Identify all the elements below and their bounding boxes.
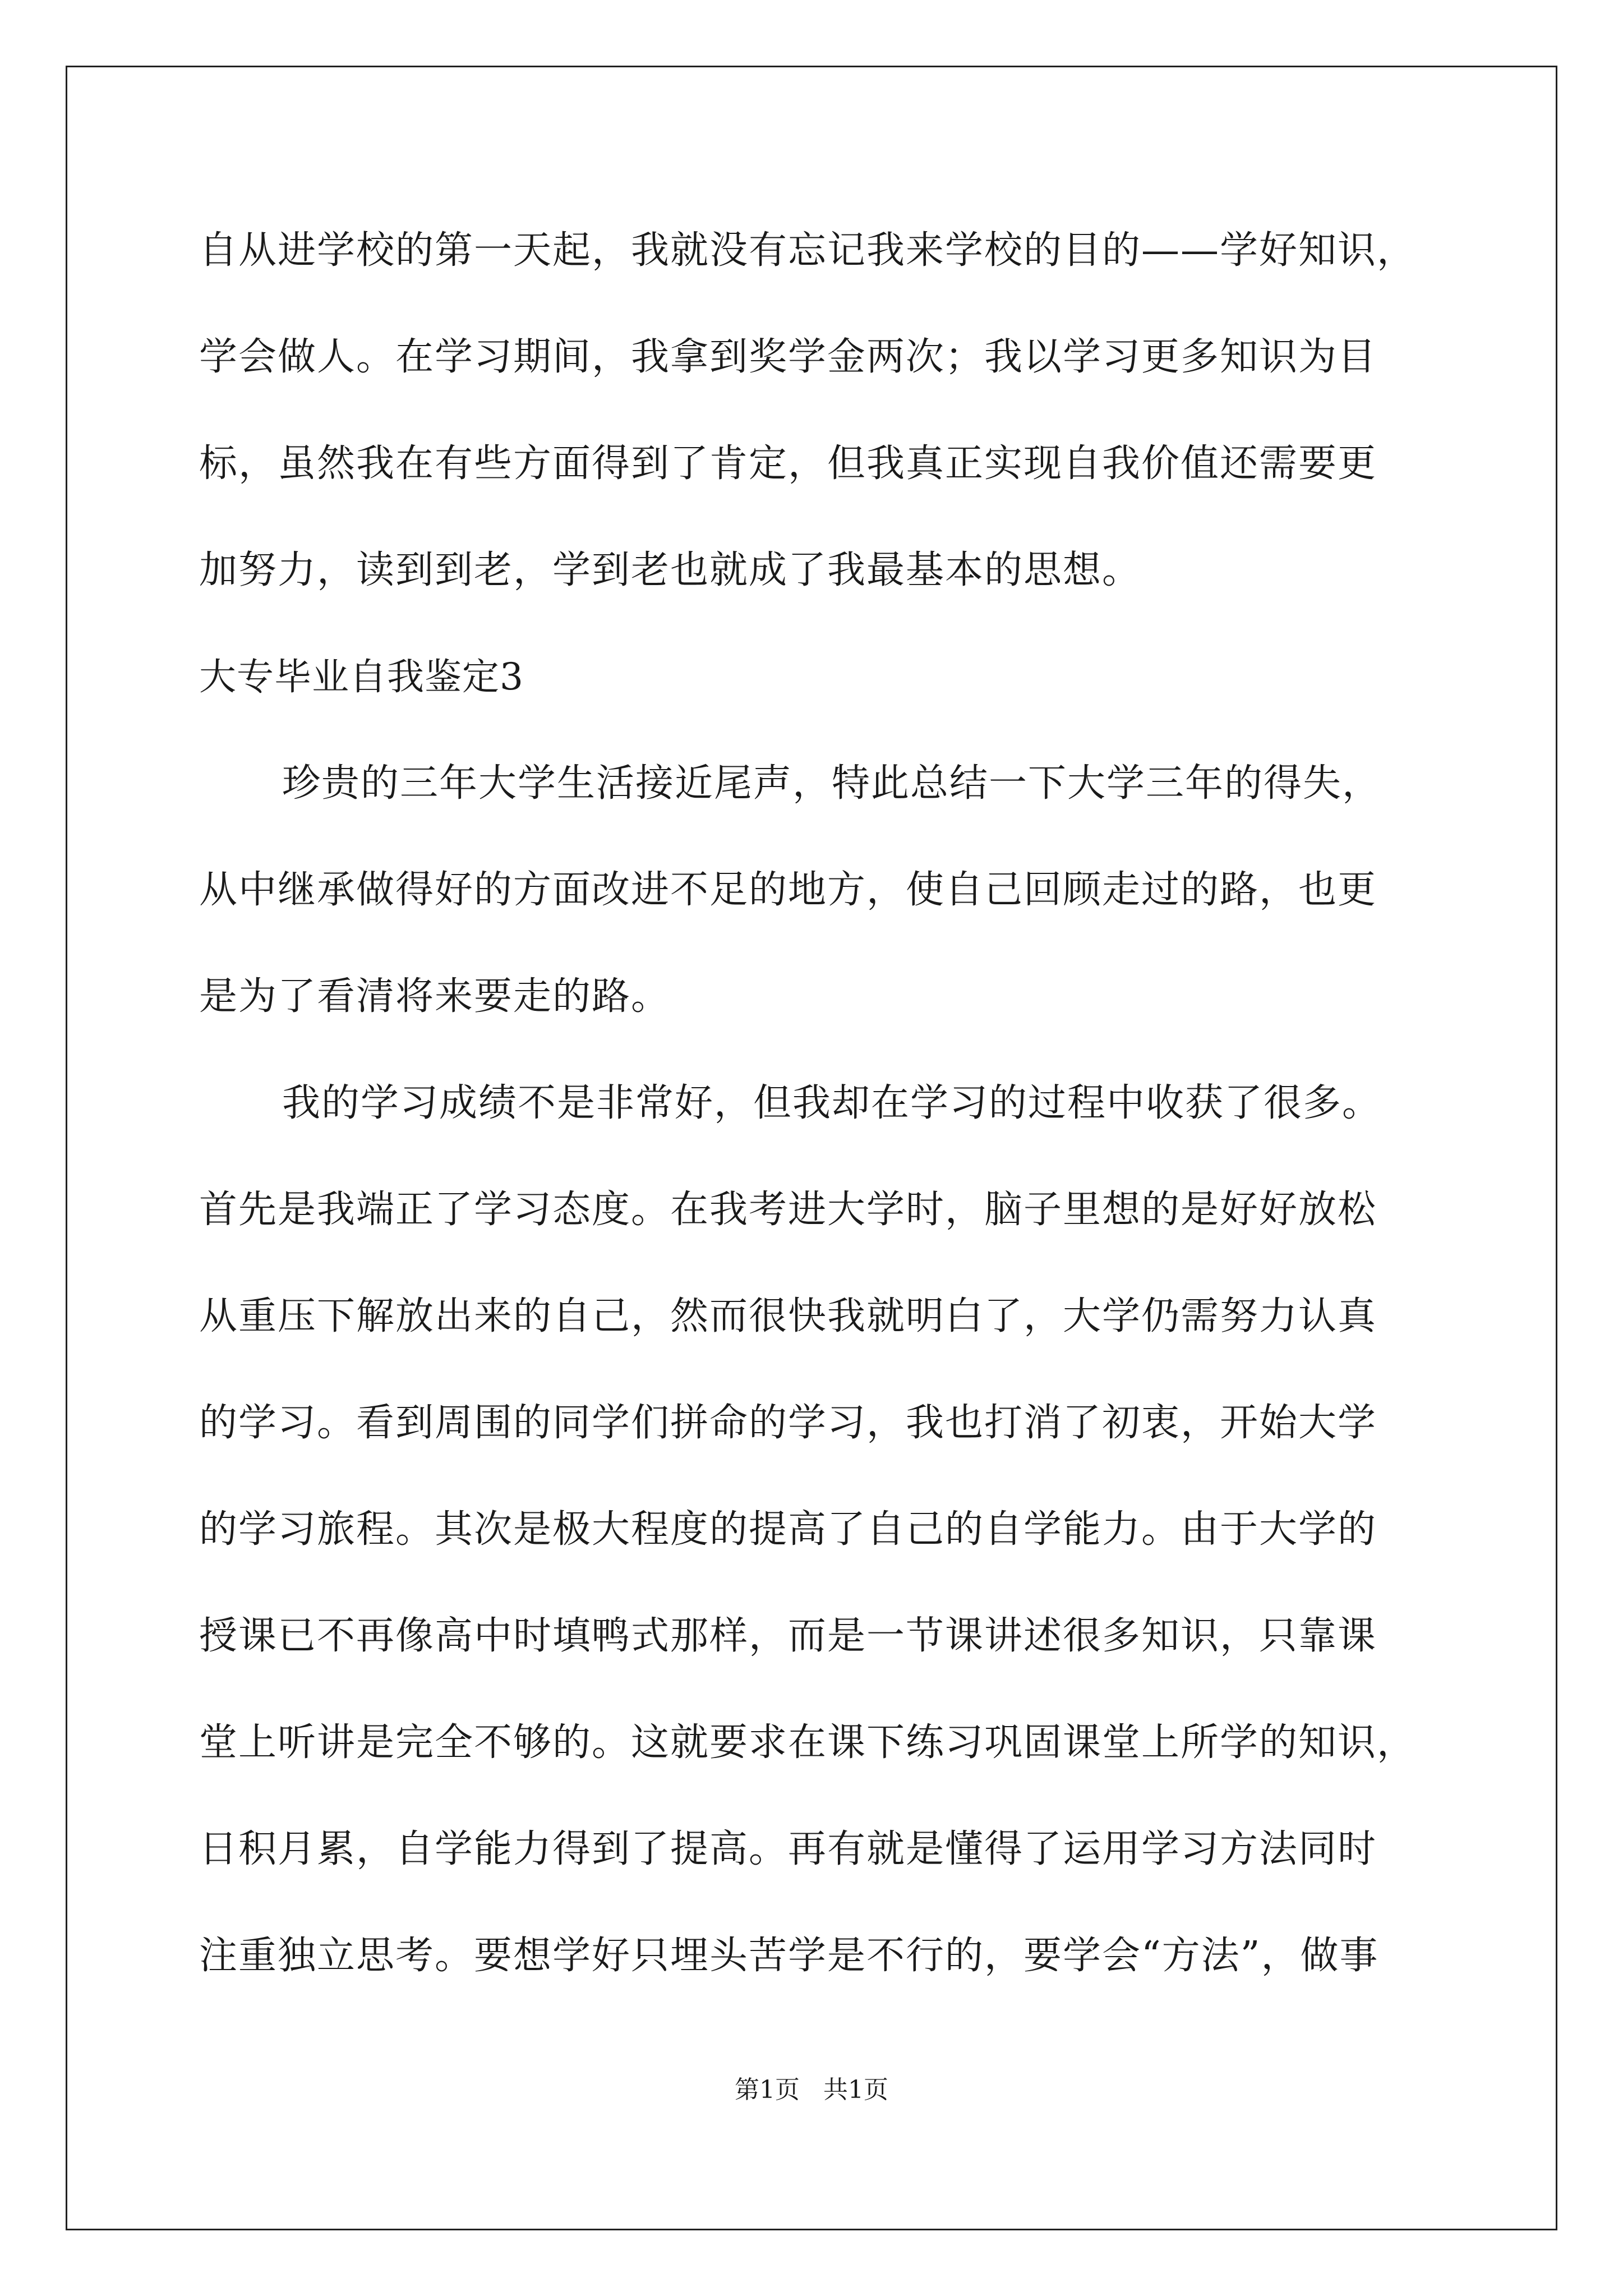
body-text-line: 从中继承做得好的方面改进不足的地方，使自己回顾走过的路，也更 <box>199 868 1377 912</box>
section-heading: 大专毕业自我鉴定3 <box>199 655 524 698</box>
paragraph-first-line: 珍贵的三年大学生活接近尾声，特此总结一下大学三年的得失， <box>282 761 1382 806</box>
body-text-line: 的学习。看到周围的同学们拼命的学习，我也打消了初衷，开始大学 <box>199 1401 1377 1445</box>
body-text-line: 注重独立思考。要想学好只埋头苦学是不行的，要学会“方法”，做事 <box>199 1934 1379 1978</box>
body-text-line: 加努力，读到到老，学到老也就成了我最基本的思想。 <box>199 548 1142 592</box>
body-text-line: 堂上听讲是完全不够的。这就要求在课下练习巩固课堂上所学的知识， <box>199 1720 1417 1765</box>
body-text-line: 的学习旅程。其次是极大程度的提高了自己的自学能力。由于大学的 <box>199 1507 1377 1552</box>
body-text-line: 学会做人。在学习期间，我拿到奖学金两次；我以学习更多知识为目 <box>199 335 1377 379</box>
body-text-line: 自从进学校的第一天起，我就没有忘记我来学校的目的——学好知识， <box>199 228 1417 273</box>
page-border <box>66 66 1557 2230</box>
body-text-line: 首先是我端正了学习态度。在我考进大学时，脑子里想的是好好放松 <box>199 1188 1377 1232</box>
paragraph-first-line: 我的学习成绩不是非常好，但我却在学习的过程中收获了很多。 <box>282 1081 1382 1125</box>
body-text-line: 日积月累，自学能力得到了提高。再有就是懂得了运用学习方法同时 <box>199 1827 1377 1871</box>
body-text-line: 从重压下解放出来的自己，然而很快我就明白了，大学仍需努力认真 <box>199 1294 1377 1338</box>
body-text-line: 是为了看清将来要走的路。 <box>199 974 671 1019</box>
page-number-footer: 第1页 共1页 <box>735 2076 888 2104</box>
body-text-line: 标，虽然我在有些方面得到了肯定，但我真正实现自我价值还需要更 <box>199 441 1377 486</box>
body-text-line: 授课已不再像高中时填鸭式那样，而是一节课讲述很多知识，只靠课 <box>199 1614 1377 1658</box>
